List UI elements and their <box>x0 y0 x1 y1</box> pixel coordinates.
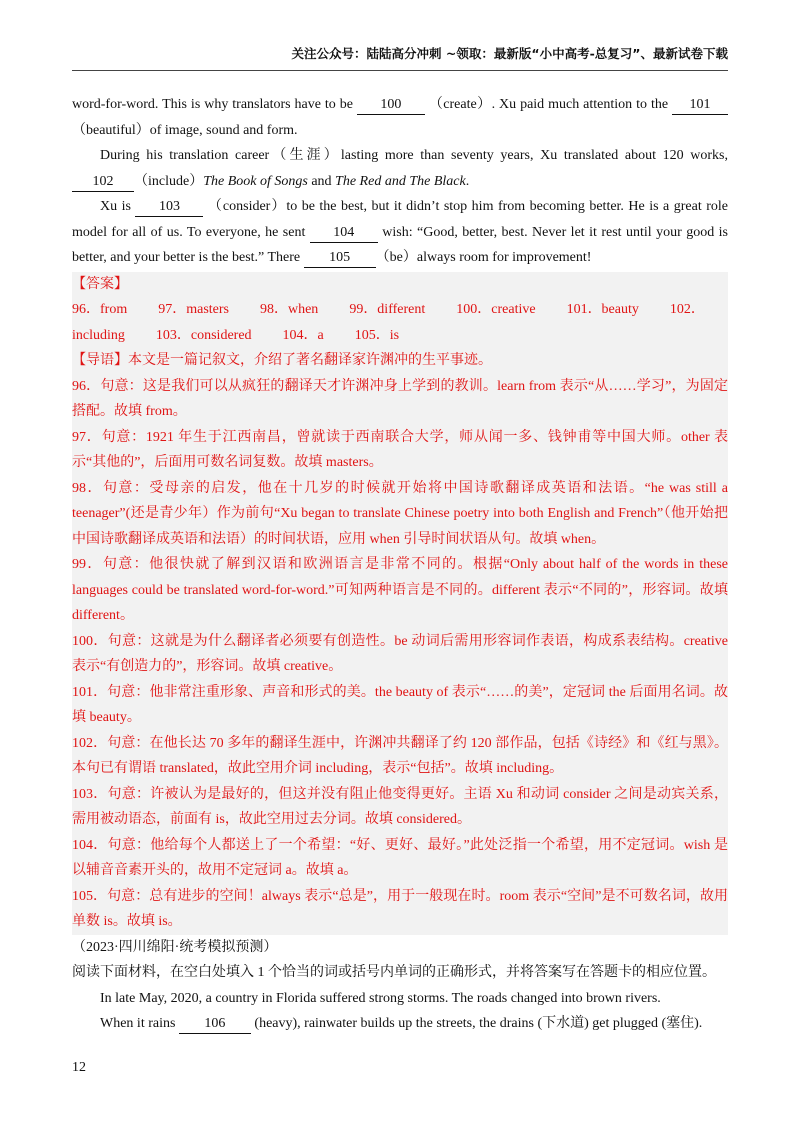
text: Xu is <box>100 199 136 214</box>
explanation-101: 101．句意：他非常注重形象、声音和形式的美。the beauty of 表示“……的美”，定冠词 the 后面用名词。故填 beauty。 <box>72 684 728 725</box>
answer-item: 98．when <box>259 302 319 317</box>
text: （be）always room for improvement! <box>375 250 592 265</box>
text: . <box>465 173 470 189</box>
answer-item: 100．creative <box>456 302 536 317</box>
explanation-98: 98．句意：受母亲的启发，他在十几岁的时候就开始将中国诗歌翻译成英语和法语。“he was still a teenager”(还是青少年）作为前句“Xu began to translate Chinese poetry into both English and French”（他开始把中国诗歌翻译成英语和法语）的时间状语，应用 when 引导时间状语从句。故填 when。 <box>72 480 728 547</box>
blank-106[interactable]: 106 <box>179 1015 251 1034</box>
explanation-102: 102．句意：在他长达 70 多年的翻译生涯中，许渊冲共翻译了约 120 部作品，包括《诗经》和《红与黑》。本句已有谓语 translated，故此空用介词 including，表示“包括”。故填 including。 <box>72 735 728 776</box>
answer-item: 103．considered <box>155 327 252 343</box>
question-source: （2023·四川绵阳·统考模拟预测） <box>72 939 278 955</box>
passage-paragraph-1 <box>72 92 728 143</box>
book-title: The Red and The Black <box>335 173 466 189</box>
text: During his translation career（生涯）lasting more than seventy years, Xu translated about 120 works, <box>100 148 728 163</box>
answer-item: 101．beauty <box>566 302 639 317</box>
passage-paragraph-3 <box>72 194 728 271</box>
explanation-103: 103．句意：许被认为是最好的，但这并没有阻止他变得更好。主语 Xu 和动词 consider 之间是动宾关系，需用被动语态，前面有 is，故此空用过去分词。故填 considered。 <box>72 786 728 827</box>
text: wish: “Good, better, best. Never let it rest until your good is better, and your better is the best.” There <box>72 224 728 265</box>
blank-100[interactable]: 100 <box>357 96 425 115</box>
explanation-99: 99．句意：他很快就了解到汉语和欧洲语言是非常不同的。根据“Only about half of the words in these languages could be translated word-for-word.”可知两种语言是不同的。different 表示“不同的”，形容词。故填 different。 <box>72 557 728 623</box>
instruction-text: 阅读下面材料，在空白处填入 1 个恰当的词或括号内单词的正确形式，并将答案写在答题卡的相应位置。 <box>72 965 716 980</box>
page-number: 12 <box>72 1060 86 1075</box>
page-header: 关注公众号：陆陆高分冲刺 ~领取：最新版“小中高考-总复习”、最新试卷下载 <box>291 46 728 61</box>
page-content <box>72 92 728 1037</box>
passage-paragraph-2 <box>72 143 728 194</box>
blank-101[interactable]: 101 <box>672 96 728 115</box>
answer-item: 102． <box>669 302 705 317</box>
answer-item: 105．is <box>354 327 400 343</box>
book-title: The Book of Songs <box>203 173 308 189</box>
text: word-for-word. This is why translators have to be <box>72 97 357 112</box>
explanation-96: 96．句意：这是我们可以从疯狂的翻译天才许渊冲身上学到的教训。learn from 表示“从……学习”，为固定搭配。故填 from。 <box>72 378 728 419</box>
text: (heavy), rainwater builds up the streets, the drains (下水道) get plugged (塞住). <box>250 1016 703 1031</box>
text: When it rains <box>100 1016 179 1031</box>
answer-row-1 <box>72 297 728 323</box>
text: and <box>307 173 336 189</box>
explanation-97: 97．句意：1921 年生于江西南昌，曾就读于西南联合大学，师从闻一多、钱钟甫等中国大师。other 表示“其他的”，后面用可数名词复数。故填 masters。 <box>72 429 728 470</box>
guide-text: 【导语】本文是一篇记叙文，介绍了著名翻译家许渊冲的生平事迹。 <box>72 353 492 368</box>
next-paragraph-2 <box>72 1011 728 1037</box>
blank-103[interactable]: 103 <box>135 198 203 217</box>
text: （include） <box>134 173 204 189</box>
answer-section <box>72 272 728 935</box>
blank-104[interactable]: 104 <box>310 224 378 243</box>
blank-102[interactable]: 102 <box>72 173 134 192</box>
header-rule <box>72 70 728 71</box>
explanation-104: 104．句意：他给每个人都送上了一个希望：“好、更好、最好。”此处泛指一个希望，用不定冠词。wish 是以辅音音素开头的，故用不定冠词 a。故填 a。 <box>72 837 728 878</box>
answer-item: 97．masters <box>158 302 229 317</box>
answer-item: 96．from <box>72 302 128 317</box>
explanation-100: 100．句意：这就是为什么翻译者必须要有创造性。be 动词后需用形容词作表语，构成系表结构。creative 表示“有创造力的”，形容词。故填 creative。 <box>72 633 728 674</box>
text: （create）. Xu paid much attention to the <box>424 97 672 112</box>
blank-105[interactable]: 105 <box>304 249 376 268</box>
explanation-105: 105．句意：总有进步的空间！always 表示“总是”，用于一般现在时。room 表示“空间”是不可数名词，故用单数 is。故填 is。 <box>72 888 728 929</box>
text: （consider）to be the best, but it didn’t stop him from becoming better. He is a great role model for all of us. To everyone, he sent <box>72 199 728 240</box>
next-paragraph-1: In late May, 2020, a country in Florida suffered strong storms. The roads changed into brown rivers. <box>100 990 661 1006</box>
text: （beautiful）of image, sound and form. <box>72 122 298 138</box>
answer-row-2 <box>72 323 728 349</box>
answer-item: 99．different <box>349 302 426 317</box>
answer-item: including <box>72 327 125 343</box>
answer-label: 【答案】 <box>72 276 128 292</box>
answer-item: 104．a <box>282 327 324 343</box>
